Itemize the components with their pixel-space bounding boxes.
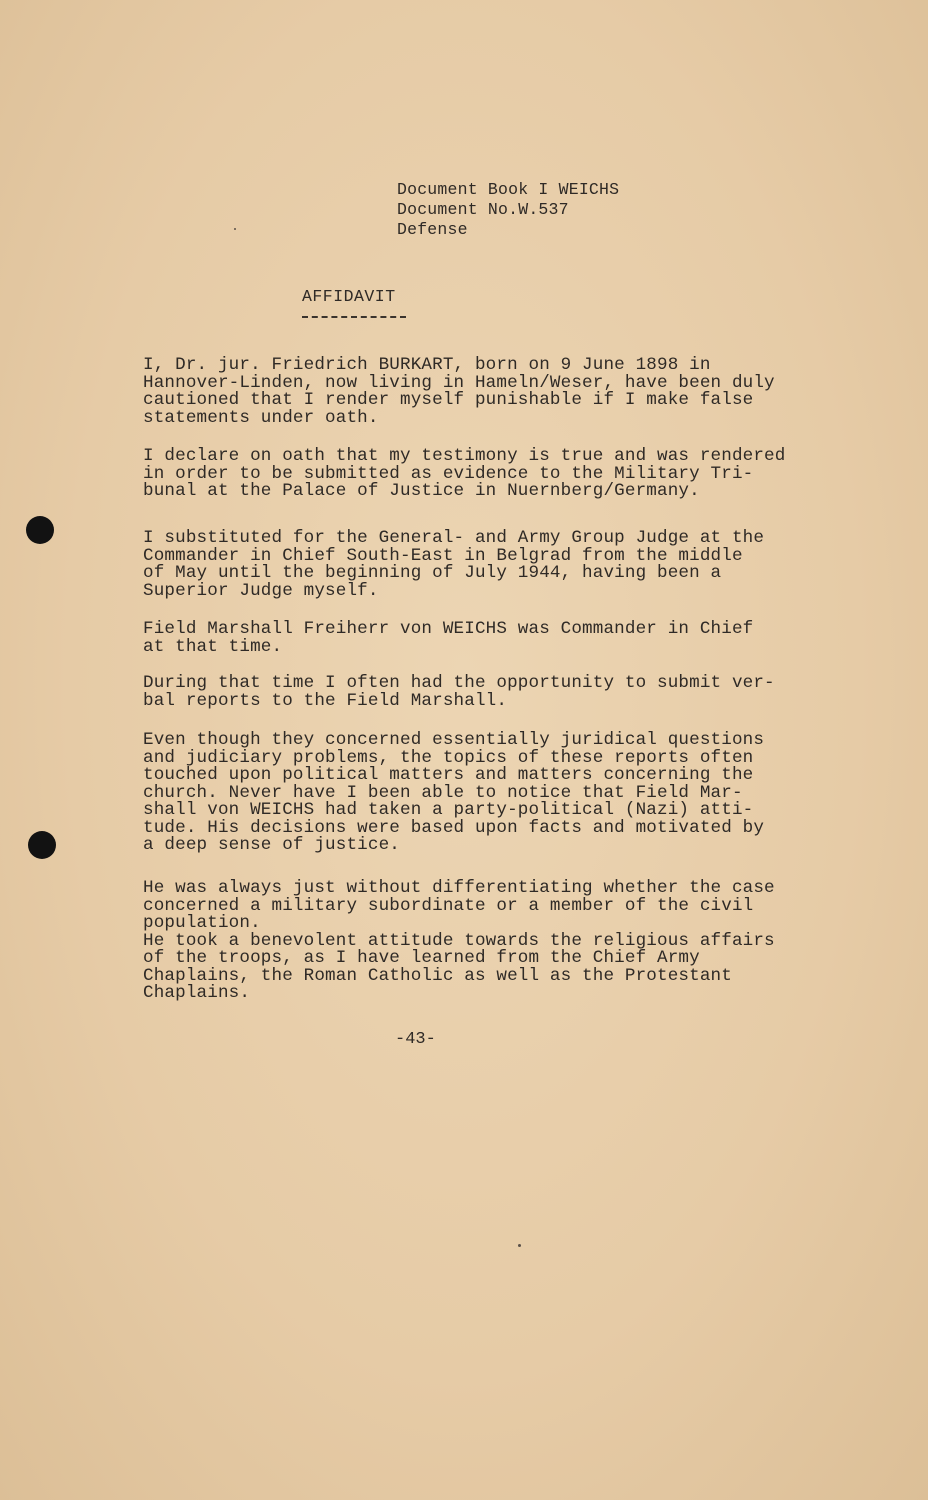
- text-line: population.: [143, 913, 261, 933]
- text-line: of May until the beginning of July 1944, having been a: [143, 563, 722, 583]
- text-line: and judiciary problems, the topics of these reports often: [143, 747, 754, 768]
- document-header: [397, 180, 619, 240]
- paragraph-character: [143, 732, 843, 855]
- header-line-number: Document No.W.537: [397, 200, 569, 219]
- text-line: shall von WEICHS had taken a party-political (Nazi) atti-: [143, 800, 754, 820]
- header-line-book: Document Book I WEICHS: [397, 180, 620, 199]
- text-line: He was always just without differentiating whether the case: [143, 878, 775, 898]
- text-line: statements under oath.: [143, 407, 379, 428]
- text-line: Chaplains, the Roman Catholic as well as the Protestant: [143, 965, 732, 986]
- paragraph-justice: [143, 880, 843, 1003]
- text-line: Even though they concerned essentially juridical questions: [143, 730, 765, 750]
- text-line: at that time.: [143, 636, 283, 657]
- header-line-party: Defense: [397, 220, 468, 239]
- paragraph-oath: [143, 448, 843, 501]
- paper-speck: [234, 228, 236, 230]
- text-line: Field Marshall Freiherr von WEICHS was Commander in Chief: [143, 619, 754, 639]
- text-line: cautioned that I render myself punishable if I make false: [143, 390, 754, 410]
- text-line: bal reports to the Field Marshall.: [143, 690, 508, 711]
- text-line: He took a benevolent attitude towards the religious affairs: [143, 930, 775, 951]
- punch-hole-bottom: [28, 831, 56, 859]
- paragraph-identity: [143, 357, 843, 427]
- text-line: Chaplains.: [143, 983, 251, 1003]
- text-line: touched upon political matters and matters concerning the: [143, 765, 754, 785]
- text-line: of the troops, as I have learned from the Chief Army: [143, 948, 700, 968]
- paragraph-commander: [143, 621, 843, 656]
- page-title: AFFIDAVIT: [302, 287, 396, 306]
- text-line: concerned a military subordinate or a member of the civil: [143, 895, 754, 916]
- text-line: Hannover-Linden, now living in Hameln/Weser, have been duly: [143, 372, 775, 393]
- title-underline: [302, 316, 406, 318]
- text-line: a deep sense of justice.: [143, 835, 400, 855]
- punch-hole-top: [26, 516, 54, 544]
- paragraph-service: [143, 530, 843, 600]
- text-line: in order to be submitted as evidence to the Military Tri-: [143, 463, 754, 484]
- text-line: Commander in Chief South-East in Belgrad from the middle: [143, 545, 743, 566]
- text-line: I declare on oath that my testimony is true and was rendered: [143, 446, 786, 466]
- text-line: bunal at the Palace of Justice in Nuernberg/Germany.: [143, 481, 700, 501]
- paragraph-reports: [143, 675, 843, 710]
- text-line: tude. His decisions were based upon facts and motivated by: [143, 817, 765, 838]
- text-line: During that time I often had the opportunity to submit ver-: [143, 673, 775, 693]
- page-number: -43-: [395, 1030, 436, 1049]
- paper-speck: [518, 1244, 521, 1247]
- text-line: church. Never have I been able to notice that Field Mar-: [143, 782, 743, 803]
- text-line: I, Dr. jur. Friedrich BURKART, born on 9 June 1898 in: [143, 355, 711, 375]
- text-line: I substituted for the General- and Army Group Judge at the: [143, 528, 765, 548]
- text-line: Superior Judge myself.: [143, 580, 379, 601]
